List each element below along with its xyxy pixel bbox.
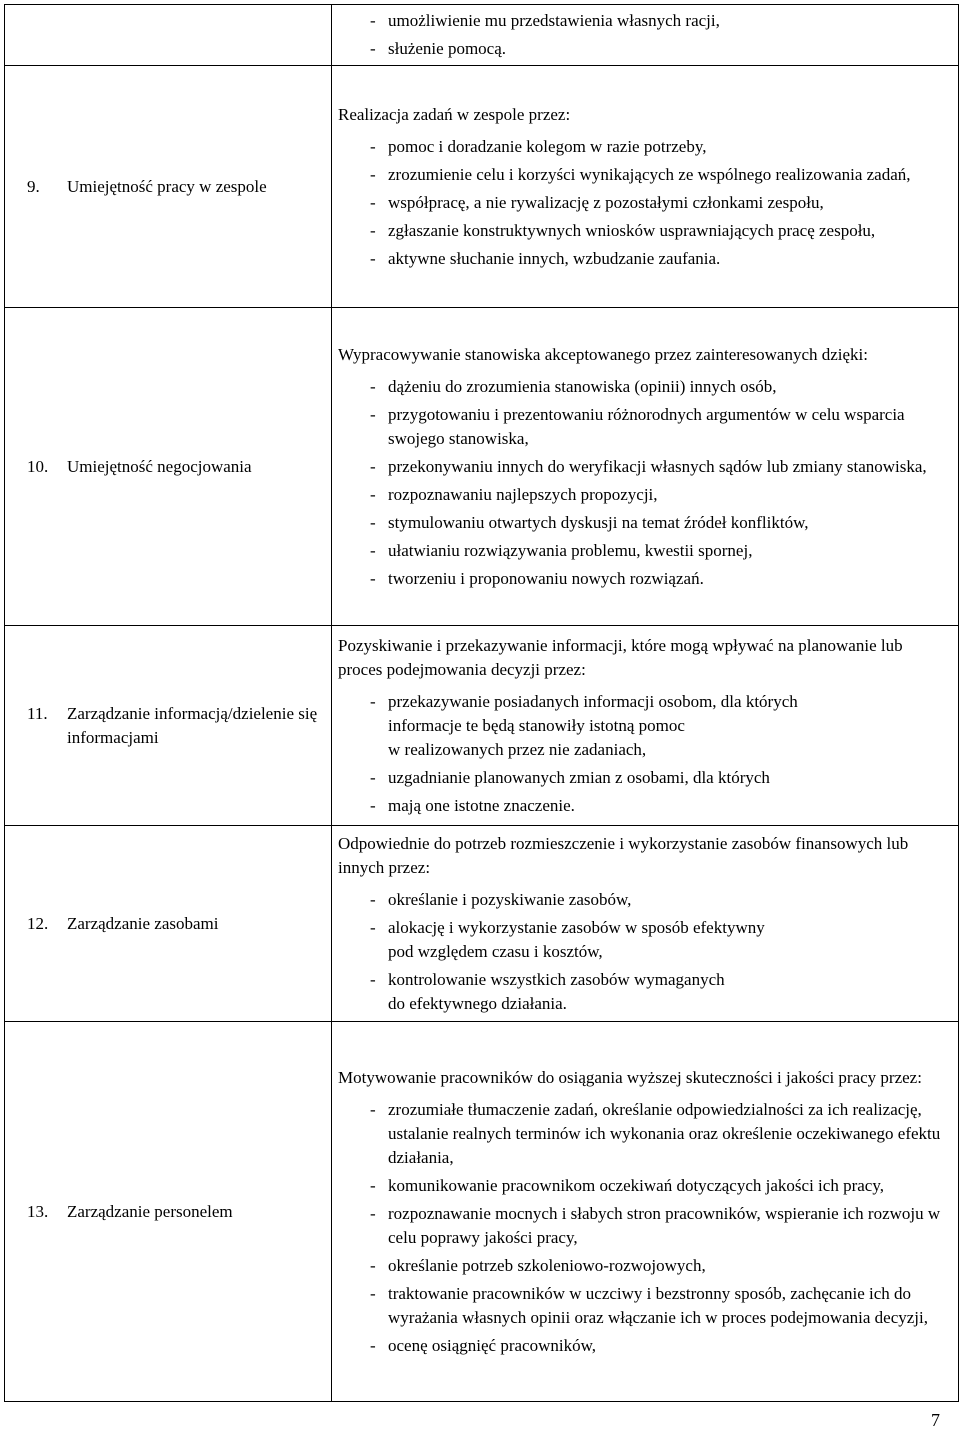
competency-cell <box>5 308 332 626</box>
description-cell <box>332 626 959 826</box>
competency-table-body <box>5 5 959 1402</box>
description-cell <box>332 826 959 1022</box>
description-content <box>332 5 958 65</box>
list-item: - służenie pomocą. <box>366 37 948 61</box>
competency-cell <box>5 5 332 66</box>
description-cell <box>332 66 959 308</box>
competency-heading <box>5 702 331 750</box>
list-item: - dążeniu do zrozumienia stanowiska (opinii) innych osób, <box>366 375 948 399</box>
list-item: - traktowanie pracowników w uczciwy i bezstronny sposób, zachęcanie ich do wyrażania własnych opinii oraz włączanie ich w proces podejmowania decyzji, <box>366 1282 948 1330</box>
competency-title: Umiejętność negocjowania <box>67 456 252 476</box>
list-item: - współpracę, a nie rywalizację z pozostałymi członkami zespołu, <box>366 191 948 215</box>
description-content <box>332 99 958 275</box>
list-item: - kontrolowanie wszystkich zasobów wymaganych do efektywnego działania. <box>366 968 948 1016</box>
description-list <box>338 690 948 818</box>
description-content <box>332 828 958 1020</box>
description-content <box>332 1062 958 1362</box>
list-item: - określanie i pozyskiwanie zasobów, <box>366 888 948 912</box>
competency-row <box>5 826 959 1022</box>
list-item: - zrozumiałe tłumaczenie zadań, określanie odpowiedzialności za ich realizację, ustalanie realnych terminów ich wykonania oraz określenie oczekiwanego efektu działania, <box>366 1098 948 1170</box>
list-item: - ocenę osiągnięć pracowników, <box>366 1334 948 1358</box>
description-cell <box>332 1022 959 1402</box>
description-list <box>338 1098 948 1358</box>
description-cell <box>332 308 959 626</box>
description-list <box>338 375 948 591</box>
competency-cell <box>5 626 332 826</box>
list-item: - aktywne słuchanie innych, wzbudzanie zaufania. <box>366 247 948 271</box>
competency-row <box>5 308 959 626</box>
competency-title: Zarządzanie personelem <box>67 1201 233 1221</box>
description-intro: Pozyskiwanie i przekazywanie informacji, które mogą wpływać na planowanie lub proces podejmowania decyzji przez: <box>338 635 903 679</box>
competency-number: 10. <box>27 456 49 476</box>
competency-cell <box>5 66 332 308</box>
list-item: - mają one istotne znaczenie. <box>366 794 948 818</box>
competency-table <box>4 4 959 1402</box>
competency-heading <box>5 175 331 199</box>
list-item: - stymulowaniu otwartych dyskusji na temat źródeł konfliktów, <box>366 511 948 535</box>
competency-heading <box>5 1200 331 1224</box>
list-item: - zrozumienie celu i korzyści wynikających ze wspólnego realizowania zadań, <box>366 163 948 187</box>
competency-number: 9. <box>27 176 40 196</box>
list-item: - rozpoznawaniu najlepszych propozycji, <box>366 483 948 507</box>
competency-title: Umiejętność pracy w zespole <box>67 176 267 196</box>
competency-cell <box>5 826 332 1022</box>
description-list <box>338 135 948 271</box>
competency-title: Zarządzanie informacją/dzielenie się informacjami <box>67 703 318 747</box>
competency-row <box>5 66 959 308</box>
description-list <box>338 888 948 1016</box>
competency-heading <box>5 455 331 479</box>
description-content <box>332 630 958 822</box>
description-cell <box>332 5 959 66</box>
competency-row <box>5 5 959 66</box>
competency-number: 12. <box>27 913 49 933</box>
competency-number: 11. <box>27 703 48 723</box>
description-intro: Wypracowywanie stanowiska akceptowanego przez zainteresowanych dzięki: <box>338 344 868 364</box>
competency-heading <box>5 912 331 936</box>
list-item: - rozpoznawanie mocnych i słabych stron pracowników, wspieranie ich rozwoju w celu poprawy jakości pracy, <box>366 1202 948 1250</box>
list-item: - umożliwienie mu przedstawienia własnych racji, <box>366 9 948 33</box>
list-item: - pomoc i doradzanie kolegom w razie potrzeby, <box>366 135 948 159</box>
list-item: - zgłaszanie konstruktywnych wniosków usprawniających pracę zespołu, <box>366 219 948 243</box>
list-item: - przygotowaniu i prezentowaniu różnorodnych argumentów w celu wsparcia swojego stanowiska, <box>366 403 948 451</box>
competency-title: Zarządzanie zasobami <box>67 913 219 933</box>
list-item: - przekonywaniu innych do weryfikacji własnych sądów lub zmiany stanowiska, <box>366 455 948 479</box>
competency-row <box>5 1022 959 1402</box>
list-item: - przekazywanie posiadanych informacji osobom, dla których informacje te będą stanowiły istotną pomoc w realizowanych przez nie zadaniach, <box>366 690 948 762</box>
competency-number: 13. <box>27 1201 49 1221</box>
description-intro: Realizacja zadań w zespole przez: <box>338 104 571 124</box>
page-number: 7 <box>931 1410 940 1430</box>
competency-row <box>5 626 959 826</box>
description-list <box>338 9 948 61</box>
description-intro: Odpowiednie do potrzeb rozmieszczenie i wykorzystanie zasobów finansowych lub innych przez: <box>338 833 909 877</box>
list-item: - uzgadnianie planowanych zmian z osobami, dla których <box>366 766 948 790</box>
competency-cell <box>5 1022 332 1402</box>
list-item: - tworzeniu i proponowaniu nowych rozwiązań. <box>366 567 948 591</box>
description-content <box>332 339 958 595</box>
list-item: - alokację i wykorzystanie zasobów w sposób efektywny pod względem czasu i kosztów, <box>366 916 948 964</box>
list-item: - ułatwianiu rozwiązywania problemu, kwestii spornej, <box>366 539 948 563</box>
description-intro: Motywowanie pracowników do osiągania wyższej skuteczności i jakości pracy przez: <box>338 1067 922 1087</box>
list-item: - komunikowanie pracownikom oczekiwań dotyczących jakości ich pracy, <box>366 1174 948 1198</box>
list-item: - określanie potrzeb szkoleniowo-rozwojowych, <box>366 1254 948 1278</box>
